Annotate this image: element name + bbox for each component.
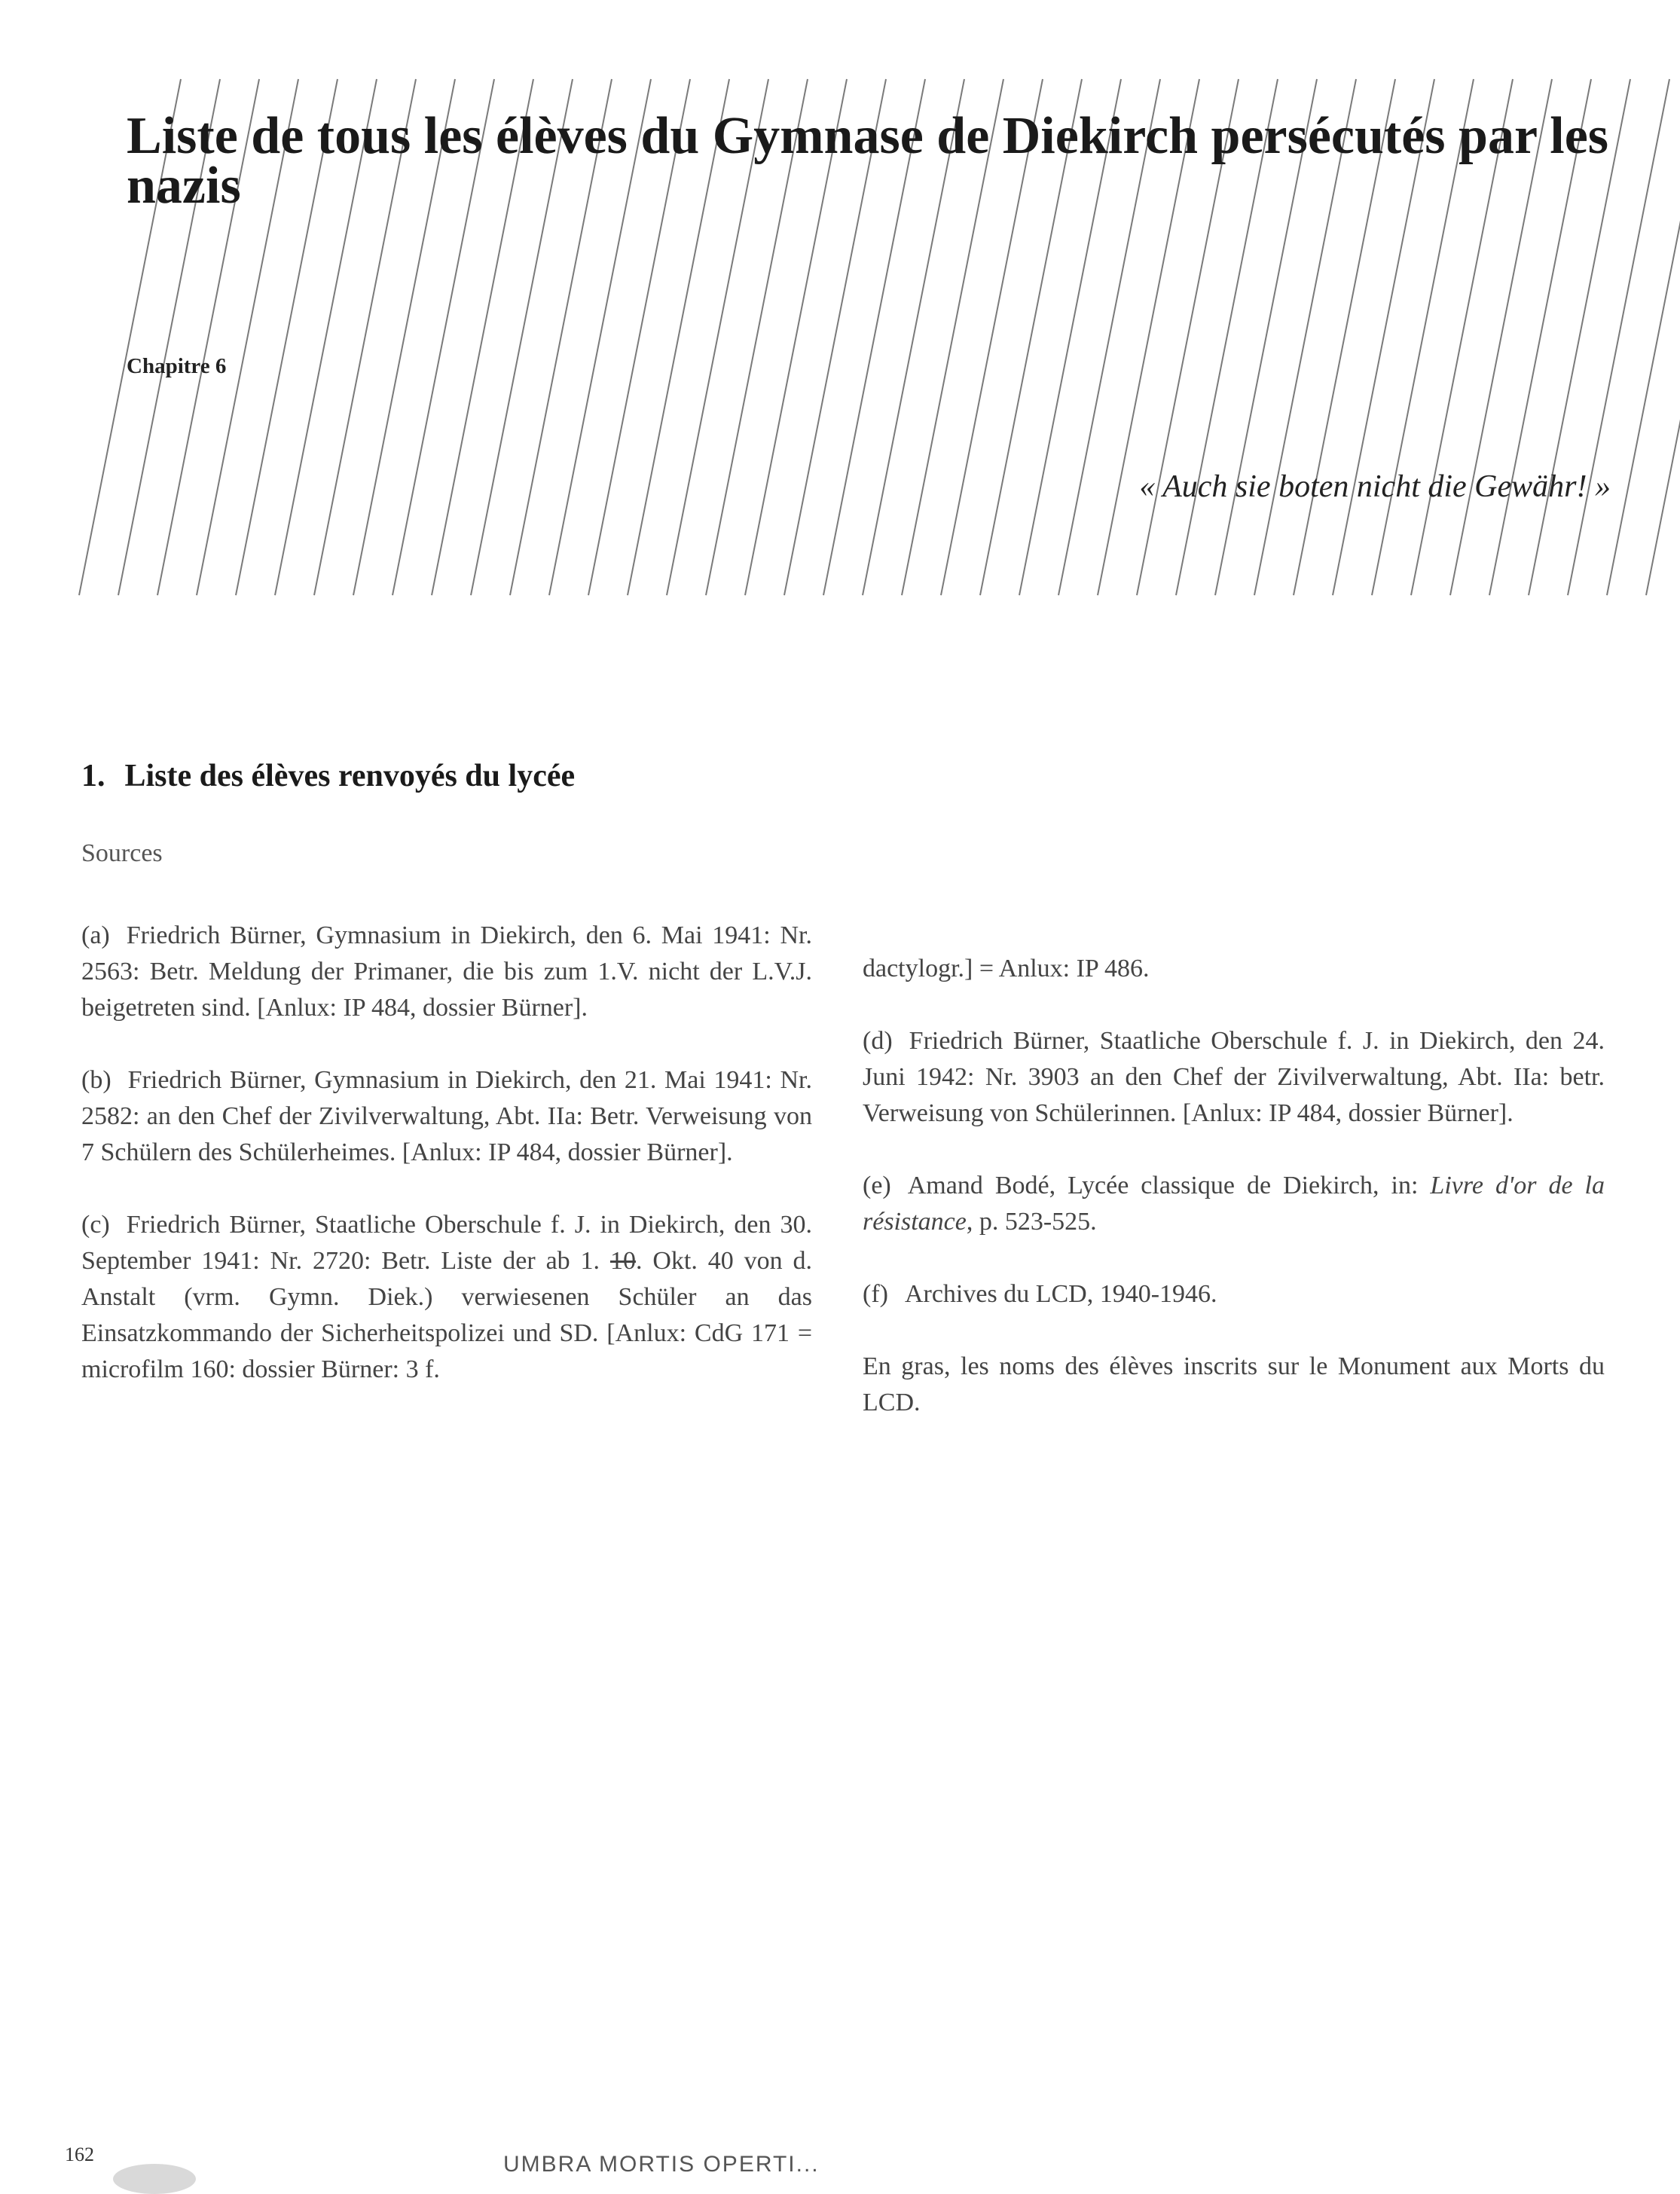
source-c-strikethrough: 10 — [609, 1247, 636, 1275]
section-number: 1. — [81, 759, 105, 793]
diagonal-hatch-pattern — [0, 0, 1680, 618]
source-c-label: (c) — [81, 1211, 110, 1239]
source-e-italic-title: Livre d'or de la résistance — [863, 1172, 1605, 1236]
source-a-label: (a) — [81, 921, 110, 949]
source-c — [81, 1207, 812, 1388]
source-e — [863, 1168, 1605, 1240]
section-title: Liste des élèves renvoyés du lycée — [124, 759, 576, 793]
section-heading — [81, 758, 575, 794]
epigraph-quote: « Auch sie boten nicht die Gewähr! » — [1139, 469, 1611, 504]
page-title: Liste de tous les élèves du Gymnase de Diekirch persécutés par les nazis — [127, 107, 1609, 215]
source-b — [81, 1062, 812, 1171]
hatch-line — [1646, 79, 1680, 595]
source-d — [863, 1023, 1605, 1132]
source-d-text: Friedrich Bürner, Staatliche Oberschule f. J. in Diekirch, den 24. Juni 1942: Nr. 3903 an den Chef der Zivilverwaltung, Abt. IIa: betr. Verweisung von Schülerinnen. [Anlux: IP 484, dossier Bürner]. — [863, 1027, 1605, 1127]
source-c-text-after: . Okt. 40 von d. Anstalt (vrm. Gymn. Diek.) verwiesenen Schüler an das Einsatzkommando der Sicherheitspolizei und SD. [Anlux: CdG 171 = microfilm 160: dossier Bürner: 3 f. — [81, 1247, 813, 1383]
source-f-text: Archives du LCD, 1940-1946. — [904, 1280, 1217, 1308]
chapter-label: Chapitre 6 — [127, 354, 227, 378]
running-title: UMBRA MORTIS OPERTI... — [503, 2152, 820, 2177]
footer-decoration — [113, 2164, 196, 2194]
source-e-text-after: , p. 523-525. — [966, 1208, 1097, 1236]
source-f — [863, 1276, 1605, 1312]
source-b-text: Friedrich Bürner, Gymnasium in Diekirch, den 21. Mai 1941: Nr. 2582: an den Chef der Zivilverwaltung, Abt. IIa: Betr. Verweisung von 7 Schülern des Schülerheimes. [Anlux: IP 484, dossier Bürner]. — [81, 1066, 812, 1166]
source-a-text: Friedrich Bürner, Gymnasium in Diekirch, den 6. Mai 1941: Nr. 2563: Betr. Meldung der Primaner, die bis zum 1.V. nicht der L.V.J. beigetreten sind. [Anlux: IP 484, dossier Bürner]. — [81, 921, 812, 1022]
source-b-label: (b) — [81, 1066, 111, 1094]
page-number: 162 — [65, 2144, 94, 2165]
source-c-text-before: Friedrich Bürner, Staatliche Oberschule f. J. in Diekirch, den 30. September 1941: Nr. 2720: Betr. Liste der ab 1. — [81, 1211, 812, 1275]
bold-names-note: En gras, les noms des élèves inscrits sur le Monument aux Morts du LCD. — [863, 1352, 1605, 1416]
source-e-label: (e) — [863, 1172, 891, 1199]
source-a — [81, 918, 812, 1026]
source-c-continuation: dactylogr.] = Anlux: IP 486. — [863, 955, 1150, 982]
sources-label: Sources — [81, 839, 163, 867]
source-e-text-before: Amand Bodé, Lycée classique de Diekirch, in: — [907, 1172, 1419, 1199]
right-column — [863, 951, 1605, 1421]
source-f-label: (f) — [863, 1280, 888, 1308]
left-column — [81, 918, 812, 1424]
source-d-label: (d) — [863, 1027, 893, 1055]
